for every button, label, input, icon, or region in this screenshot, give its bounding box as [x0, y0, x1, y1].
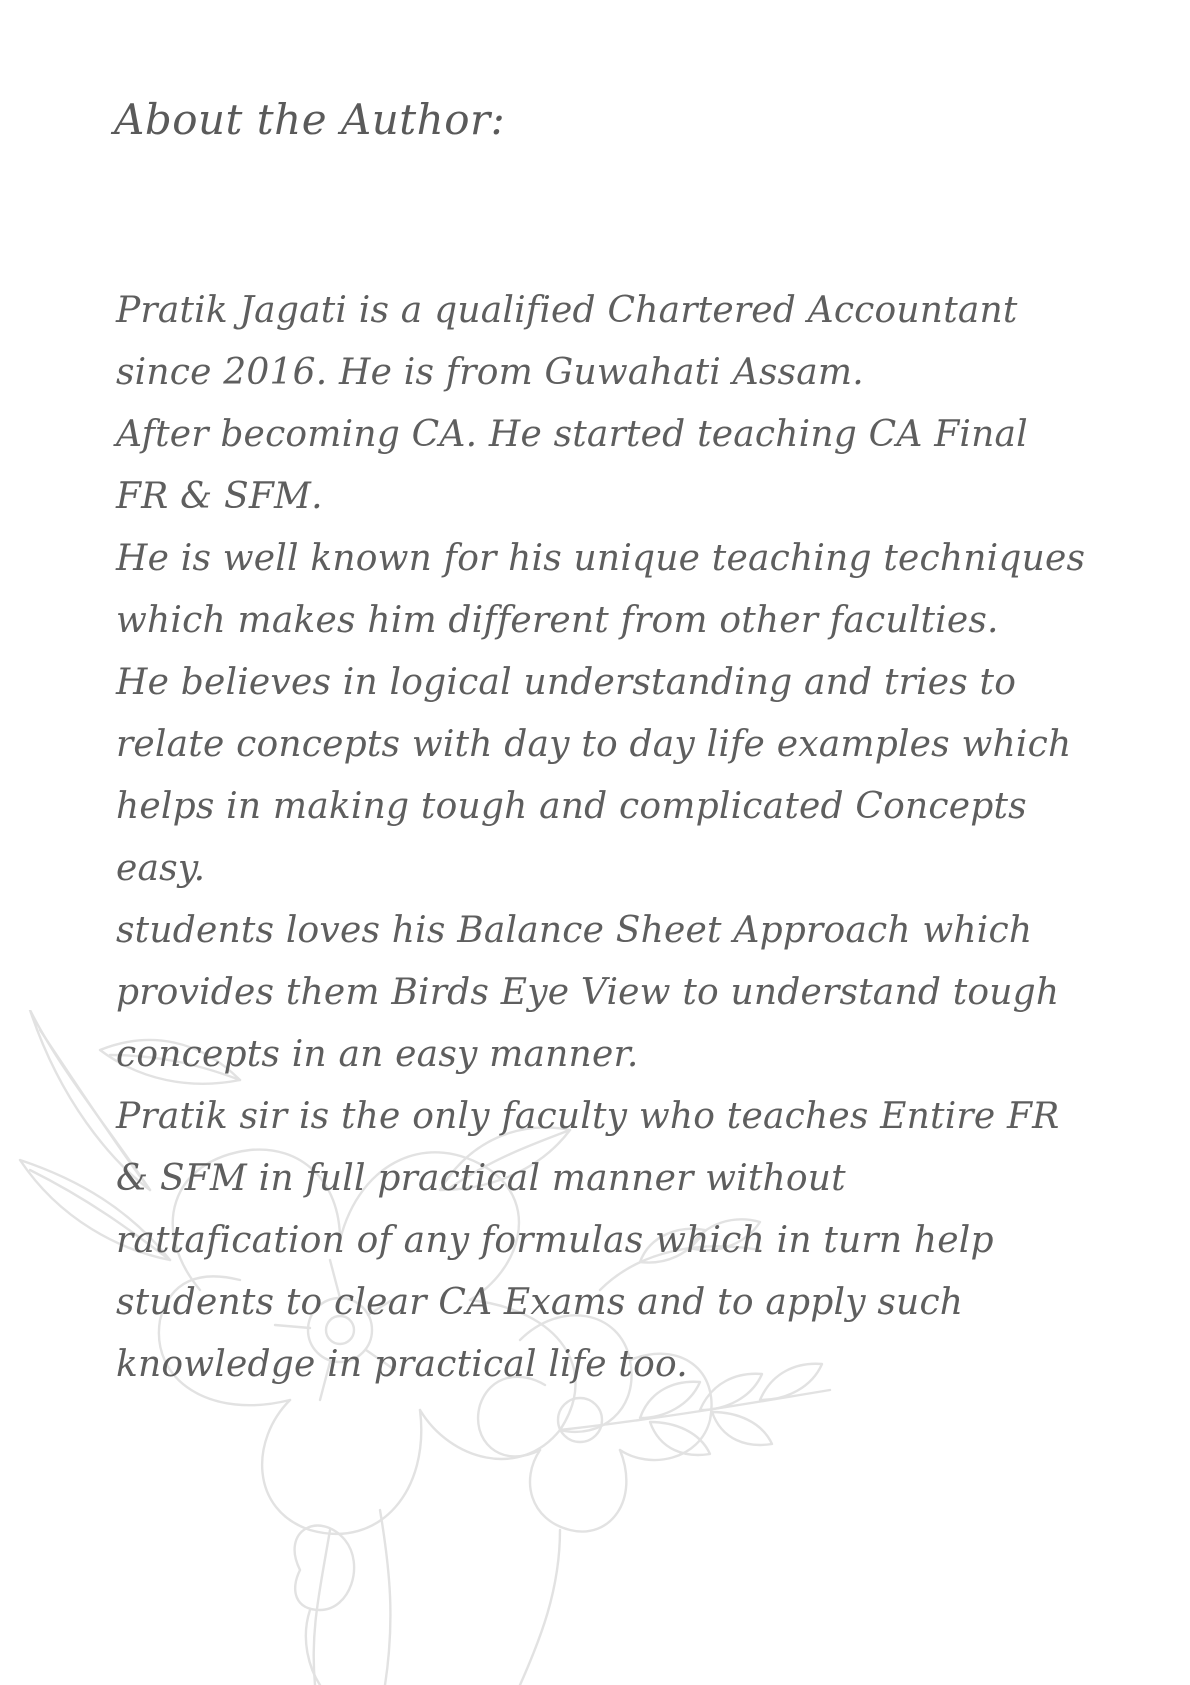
bio-line: since 2016. He is from Guwahati Assam.	[116, 352, 864, 393]
bio-line: provides them Birds Eye View to understand tough	[116, 972, 1060, 1013]
author-bio	[116, 280, 1086, 1396]
bio-line: knowledge in practical life too.	[116, 1344, 688, 1385]
bio-line: He believes in logical understanding and tries to	[116, 662, 1017, 703]
bio-line: easy.	[116, 848, 206, 889]
bio-line: & SFM in full practical manner without	[116, 1158, 846, 1199]
bio-line: He is well known for his unique teaching techniques	[116, 538, 1086, 579]
bio-line: Pratik sir is the only faculty who teaches Entire FR	[116, 1096, 1060, 1137]
bio-line: Pratik Jagati is a qualified Chartered Accountant	[116, 290, 1018, 331]
bio-line: students to clear CA Exams and to apply such	[116, 1282, 964, 1323]
page-title: About the Author:	[114, 95, 506, 144]
bio-line: concepts in an easy manner.	[116, 1034, 639, 1075]
bio-line: FR & SFM.	[116, 476, 323, 517]
bio-line: helps in making tough and complicated Concepts	[116, 786, 1027, 827]
bio-line: relate concepts with day to day life examples which	[116, 724, 1072, 765]
bio-line: After becoming CA. He started teaching CA Final	[116, 414, 1028, 455]
bio-line: students loves his Balance Sheet Approach which	[116, 910, 1033, 951]
bio-line: which makes him different from other faculties.	[116, 600, 999, 641]
bio-line: rattafication of any formulas which in turn help	[116, 1220, 994, 1261]
